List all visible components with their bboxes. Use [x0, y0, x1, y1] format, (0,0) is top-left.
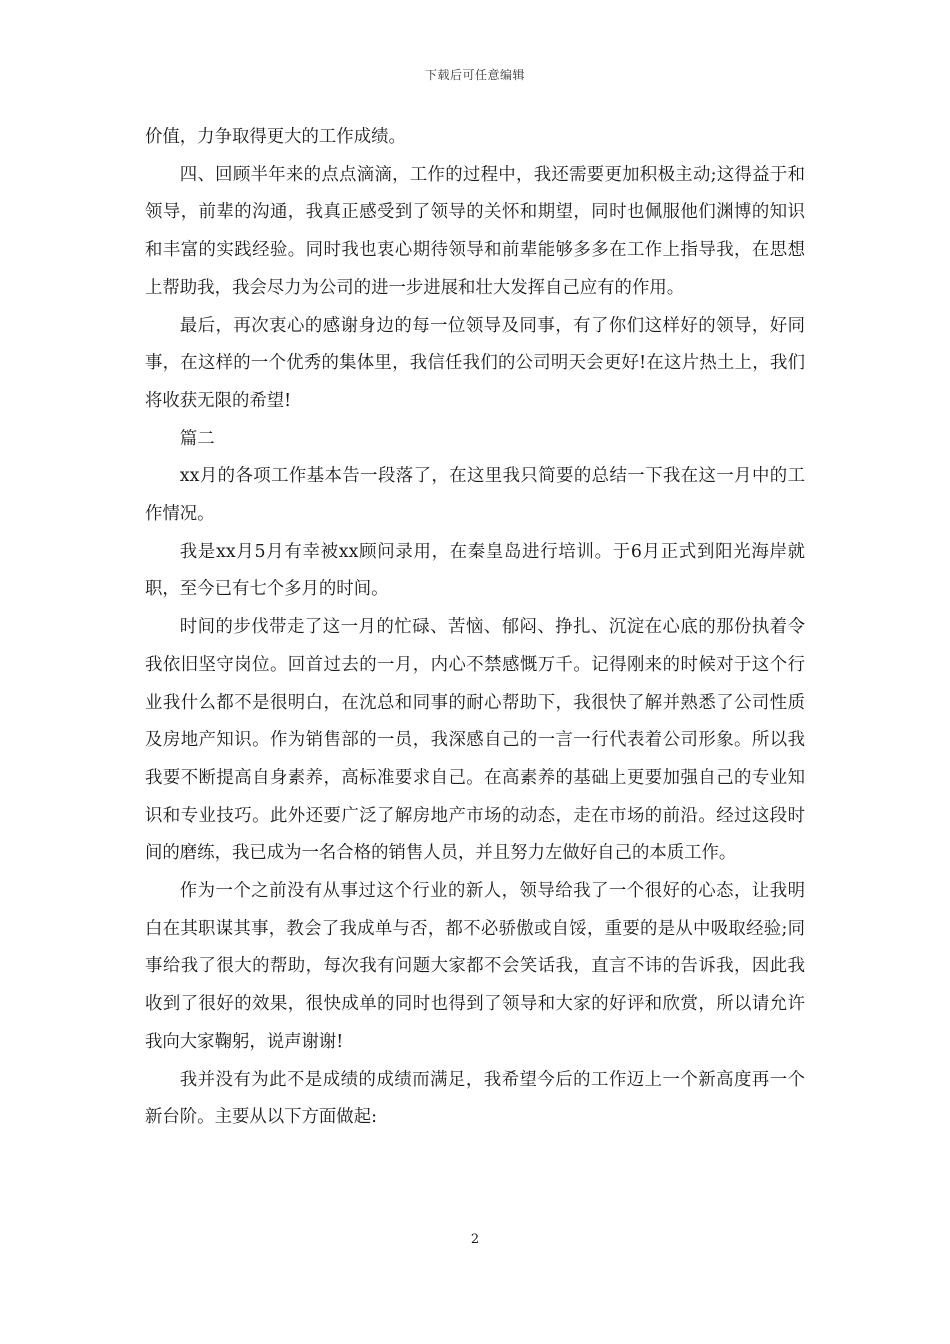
page-number: 2: [470, 1232, 480, 1247]
paragraph-future-goals: 我并没有为此不是成绩的成绩而满足，我希望今后的工作迈上一个新高度再一个新台阶。主要从以下方面做起:: [145, 1069, 805, 1128]
document-body: [145, 119, 805, 1137]
paragraph-reflection: 时间的步伐带走了这一月的忙碌、苦恼、郁闷、挣扎、沉淀在心底的那份执着令我依旧坚守岗位。回首过去的一月，内心不禁感慨万千。记得刚来的时候对于这个行业我什么都不是很明白，在沈总和同事的耐心帮助下，我很快了解并熟悉了公司性质及房地产知识。作为销售部的一员，我深感自己的一言一行代表着公司形象。所以我我要不断提高自身素养，高标准要求自己。在高素养的基础上更要加强自己的专业知识和专业技巧。此外还要广泛了解房地产市场的动态，走在市场的前沿。经过这段时间的磨练，我已成为一名合格的销售人员，并且努力左做好自己的本质工作。: [145, 617, 805, 864]
paragraph-summary-intro: xx月的各项工作基本告一段落了，在这里我只简要的总结一下我在这一月中的工作情况。: [145, 466, 805, 525]
paragraph-continuation: 价值，力争取得更大的工作成绩。: [145, 127, 406, 147]
paragraph-section-four: 四、回顾半年来的点点滴滴，工作的过程中，我还需要更加积极主动;这得益于和领导，前辈的沟通，我真正感受到了领导的关怀和期望，同时也佩服他们渊博的知识和丰富的实践经验。同时我也衷心期待领导和前辈能够多多在工作上指导我，在思想上帮助我，我会尽力为公司的进一步进展和壮大发挥自己应有的作用。: [145, 164, 805, 298]
page-header: 下载后可任意编辑: [424, 68, 525, 82]
section-heading-part-two: 篇二: [179, 428, 215, 449]
paragraph-hiring-background: 我是xx月5月有幸被xx顾问录用，在秦皇岛进行培训。于6月正式到阳光海岸就职，至今已有七个多月的时间。: [145, 541, 805, 600]
paragraph-gratitude: 作为一个之前没有从事过这个行业的新人，领导给我了一个很好的心态，让我明白在其职谋其事，教会了我成单与否，都不必骄傲或自馁，重要的是从中吸取经验;同事给我了很大的帮助，每次我有问题大家都不会笑话我，直言不讳的告诉我，因此我收到了很好的效果，很快成单的同时也得到了领导和大家的好评和欣赏，所以请允许我向大家鞠躬，说声谢谢!: [145, 881, 805, 1052]
paragraph-closing-thanks: 最后，再次衷心的感谢身边的每一位领导及同事，有了你们这样好的领导，好同事，在这样的一个优秀的集体里，我信任我们的公司明天会更好!在这片热土上，我们将收获无限的希望!: [145, 315, 805, 411]
